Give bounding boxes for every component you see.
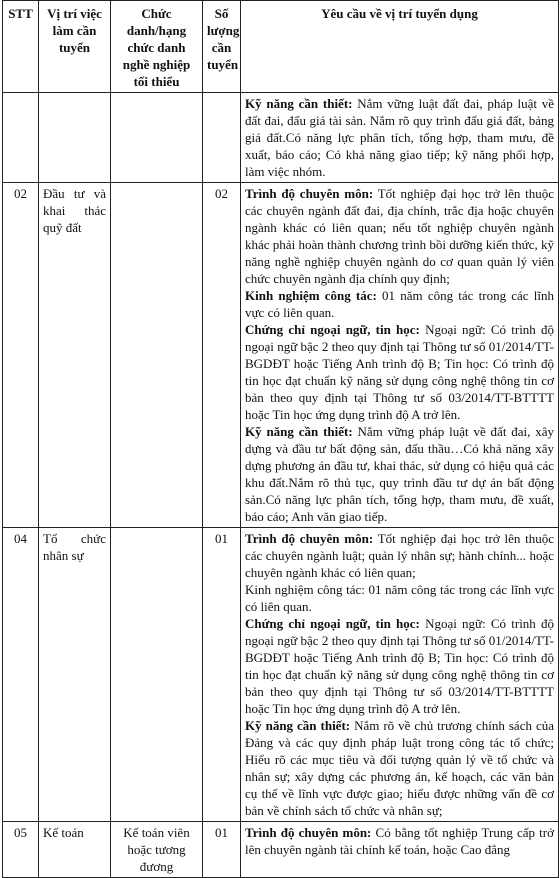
trinh-do-label: Trình độ chuyên môn: [245, 186, 374, 201]
ky-nang-label: Kỹ năng cần thiết: [245, 718, 351, 733]
cell-chuc-danh [111, 93, 203, 183]
ky-nang-text: Nắm vững luật đất đai, pháp luật về đất đai, đấu giá tài sản. Nắm rõ quy trình đấu giá đất, bảng giá đất.Có năng lực phân tích, tổng hợp, tham mưu, đề xuất, báo cáo; Có khả năng giao tiếp; kỹ năng phối hợp, làm việc nhóm. [245, 96, 555, 179]
ky-nang-label: Kỹ năng cần thiết: [245, 96, 353, 111]
recruitment-table [2, 0, 559, 878]
cell-so-luong: 02 [203, 183, 241, 528]
cell-stt: 02 [3, 183, 39, 528]
cell-vi-tri [39, 93, 111, 183]
ky-nang-text: Nắm rõ về chủ trương chính sách của Đảng và các quy định pháp luật trong công tác tổ chức; Hiểu rõ các mục tiêu và đối tượng quản lý về tổ chức và nhân sự; xây dựng các phương án, kế hoạch, các văn bản cụ thể về lĩnh vực được giao; hiểu được những vấn đề cơ bản về chính sách tổ chức và nhân sự; [245, 718, 554, 818]
ky-nang-text: Nắm vững pháp luật về đất đai, xây dựng và đầu tư bất động sản, đấu thầu…Có khả năng xây dựng phương án đầu tư, khai thác, sử dụng có hiệu quả các khu đất.Nắm rõ thủ tục, quy trình đầu tư dự án bất động sản.Có năng lực phân tích, tổng hợp, tham mưu, đề xuất, báo cáo; Anh văn giao tiếp. [245, 424, 555, 524]
ky-nang-label: Kỹ năng cần thiết: [245, 424, 353, 439]
header-yeu-cau: Yêu cầu về vị trí tuyển dụng [241, 1, 559, 93]
cell-vi-tri: Kế toán [39, 822, 111, 878]
trinh-do-paragraph [245, 185, 554, 287]
cell-yeu-cau [241, 93, 559, 183]
cell-yeu-cau [241, 822, 559, 878]
cell-stt: 05 [3, 822, 39, 878]
trinh-do-text: Tốt nghiệp đại học trở lên thuộc các chuyên ngành đất đai, địa chính, trắc địa hoặc chuyên ngành khác có liên quan; nếu tốt nghiệp chuyên ngành khác phải hoàn thành chương trình bồi dưỡng kiến thức, kỹ năng nghề nghiệp chuyên ngành do cơ quan quản lý viên chức chuyên ngành địa chính quy định; [245, 186, 554, 286]
cell-so-luong: 01 [203, 822, 241, 878]
chung-chi-text: Ngoại ngữ: Có trình độ ngoại ngữ bậc 2 theo quy định tại Thông tư số 01/2014/TT-BGDĐT hoặc Tiếng Anh trình độ B; Tin học: Có trình độ tin học đạt chuẩn kỹ năng sử dụng công nghệ thông tin cơ bản theo quy định tại Thông tư số 03/2014/TT-BTTTT hoặc Tin học ứng dụng trình độ A trở lên. [245, 616, 555, 716]
trinh-do-paragraph [245, 530, 554, 581]
cell-yeu-cau [241, 183, 559, 528]
trinh-do-text: Tốt nghiệp đại học trở lên thuộc các chuyên ngành luật; quản lý nhân sự; hành chính... hoặc chuyên ngành khác có liên quan; [245, 531, 554, 580]
ky-nang-paragraph [245, 717, 554, 819]
kinh-nghiem-text: 01 năm công tác trong các lĩnh vực có liên quan. [245, 288, 554, 320]
cell-chuc-danh [111, 183, 203, 528]
table-row [3, 183, 559, 528]
chung-chi-label: Chứng chỉ ngoại ngữ, tin học: [245, 322, 420, 337]
chung-chi-label: Chứng chỉ ngoại ngữ, tin học: [245, 616, 420, 631]
kinh-nghiem-paragraph: Kinh nghiệm công tác: 01 năm công tác trong các lĩnh vực có liên quan. [245, 582, 554, 614]
table-row [3, 528, 559, 822]
chung-chi-paragraph [245, 321, 554, 423]
header-row [3, 1, 559, 93]
trinh-do-label: Trình độ chuyên môn: [245, 825, 372, 840]
trinh-do-text: Có bằng tốt nghiệp Trung cấp trở lên chuyên ngành tài chính kế toán, hoặc Cao đẳng [245, 825, 554, 857]
cell-so-luong: 01 [203, 528, 241, 822]
table-row [3, 93, 559, 183]
cell-yeu-cau [241, 528, 559, 822]
chung-chi-text: Ngoại ngữ: Có trình độ ngoại ngữ bậc 2 theo quy định tại Thông tư số 01/2014/TT-BGDĐT hoặc Tiếng Anh trình độ B; Tin học: Có trình độ tin học đạt chuẩn kỹ năng sử dụng công nghệ thông tin cơ bản theo quy định tại Thông tư số 03/2014/TT-BTTTT hoặc Tin học ứng dụng trình độ A trở lên. [245, 322, 555, 422]
table-row [3, 822, 559, 878]
kinh-nghiem-paragraph [245, 287, 554, 321]
kinh-nghiem-label: Kinh nghiệm công tác: [245, 288, 377, 303]
trinh-do-label: Trình độ chuyên môn: [245, 531, 374, 546]
trinh-do-paragraph [245, 824, 554, 858]
cell-so-luong [203, 93, 241, 183]
header-chuc-danh: Chức danh/hạng chức danh nghề nghiệp tối thiểu [111, 1, 203, 93]
header-stt: STT [3, 1, 39, 93]
header-vi-tri: Vị trí việc làm cần tuyển [39, 1, 111, 93]
cell-chuc-danh: Kế toán viên hoặc tương đương [111, 822, 203, 878]
ky-nang-paragraph [245, 423, 554, 525]
cell-stt [3, 93, 39, 183]
ky-nang-paragraph [245, 95, 554, 180]
cell-vi-tri: Đầu tư và khai thác quỹ đất [39, 183, 111, 528]
cell-vi-tri: Tổ chức nhân sự [39, 528, 111, 822]
cell-chuc-danh [111, 528, 203, 822]
header-so-luong: Số lượng cần tuyển [203, 1, 241, 93]
chung-chi-paragraph [245, 615, 554, 717]
cell-stt: 04 [3, 528, 39, 822]
